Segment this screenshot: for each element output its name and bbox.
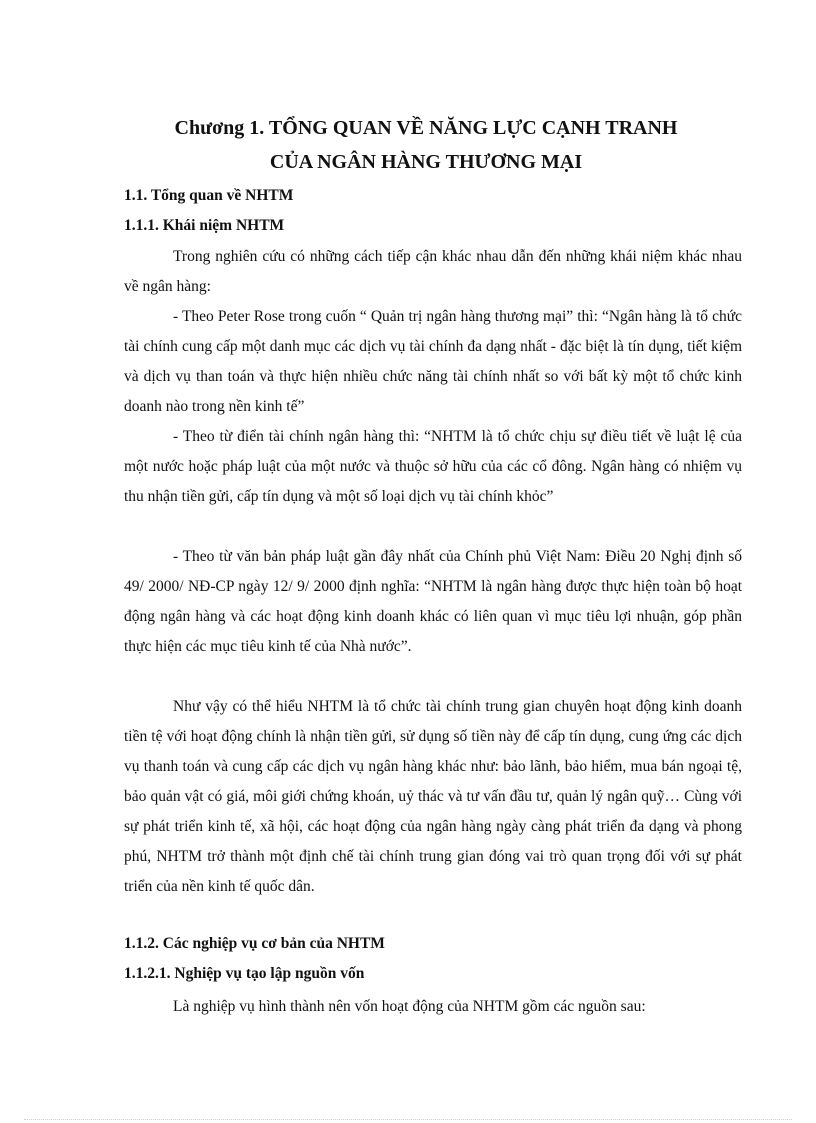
chapter-title-line-1: Chương 1. TỔNG QUAN VỀ NĂNG LỰC CẠNH TRANH bbox=[174, 117, 678, 139]
paragraph-peter-rose: - Theo Peter Rose trong cuốn “ Quản trị ngân hàng thương mại” thì: “Ngân hàng là tổ chức tài chính cung cấp một danh mục các dịch vụ tài chính đa dạng nhất - đặc biệt là tín dụng, tiết kiệm và dịch vụ than toán và thực hiện nhiều chức năng tài chính nhất so với bất kỳ một tổ chức kinh doanh nào trong nền kinh tế” bbox=[124, 308, 742, 415]
paragraph-legal-definition: - Theo từ văn bản pháp luật gần đây nhất của Chính phủ Việt Nam: Điều 20 Nghị định số 49/ 2000/ NĐ-CP ngày 12/ 9/ 2000 định nghĩa: “NHTM là ngân hàng được thực hiện toàn bộ hoạt động ngân hàng và các hoạt động kinh doanh khác có liên quan vì mục tiêu lợi nhuận, góp phần thực hiện các mục tiêu kinh tế của Nhà nước”. bbox=[124, 548, 742, 655]
paragraph-intro: Trong nghiên cứu có những cách tiếp cận khác nhau dẫn đến những khái niệm khác nhau về ngân hàng: bbox=[124, 248, 742, 295]
section-heading-1-1: 1.1. Tổng quan về NHTM bbox=[124, 187, 294, 204]
chapter-title-line-2: CỦA NGÂN HÀNG THƯƠNG MẠI bbox=[269, 151, 583, 173]
section-heading-1-1-2-1: 1.1.2.1. Nghiệp vụ tạo lập nguồn vốn bbox=[124, 965, 365, 982]
section-heading-1-1-1: 1.1.1. Khái niệm NHTM bbox=[124, 217, 285, 234]
section-heading-1-1-2: 1.1.2. Các nghiệp vụ cơ bản của NHTM bbox=[124, 935, 385, 952]
paragraph-dictionary: - Theo từ điển tài chính ngân hàng thì: “NHTM là tổ chức chịu sự điều tiết về luật lệ của một nước hoặc pháp luật của một nước và thuộc sở hữu của các cổ đông. Ngân hàng có nhiệm vụ thu nhận tiền gửi, cấp tín dụng và một số loại dịch vụ tài chính khỏc” bbox=[124, 428, 742, 505]
paragraph-capital-sources: Là nghiệp vụ hình thành nên vốn hoạt động của NHTM gồm các nguồn sau: bbox=[173, 998, 646, 1015]
paragraph-summary: Như vậy có thể hiểu NHTM là tổ chức tài chính trung gian chuyên hoạt động kinh doanh tiền tệ với hoạt động chính là nhận tiền gửi, sử dụng số tiền này để cấp tín dụng, cung ứng các dịch vụ thanh toán và cung cấp các dịch vụ ngân hàng khác như: bảo lãnh, bảo hiểm, mua bán ngoại tệ, bảo quản vật có giá, môi giới chứng khoán, uỷ thác và tư vấn đầu tư, quản lý ngân quỹ… Cùng với sự phát triển kinh tế, xã hội, các hoạt động của ngân hàng ngày càng phát triển đa dạng và phong phú, NHTM trở thành một định chế tài chính trung gian đóng vai trò quan trọng đối với sự phát triển của nền kinh tế quốc dân. bbox=[124, 698, 742, 895]
page-bottom-divider bbox=[24, 1119, 792, 1120]
